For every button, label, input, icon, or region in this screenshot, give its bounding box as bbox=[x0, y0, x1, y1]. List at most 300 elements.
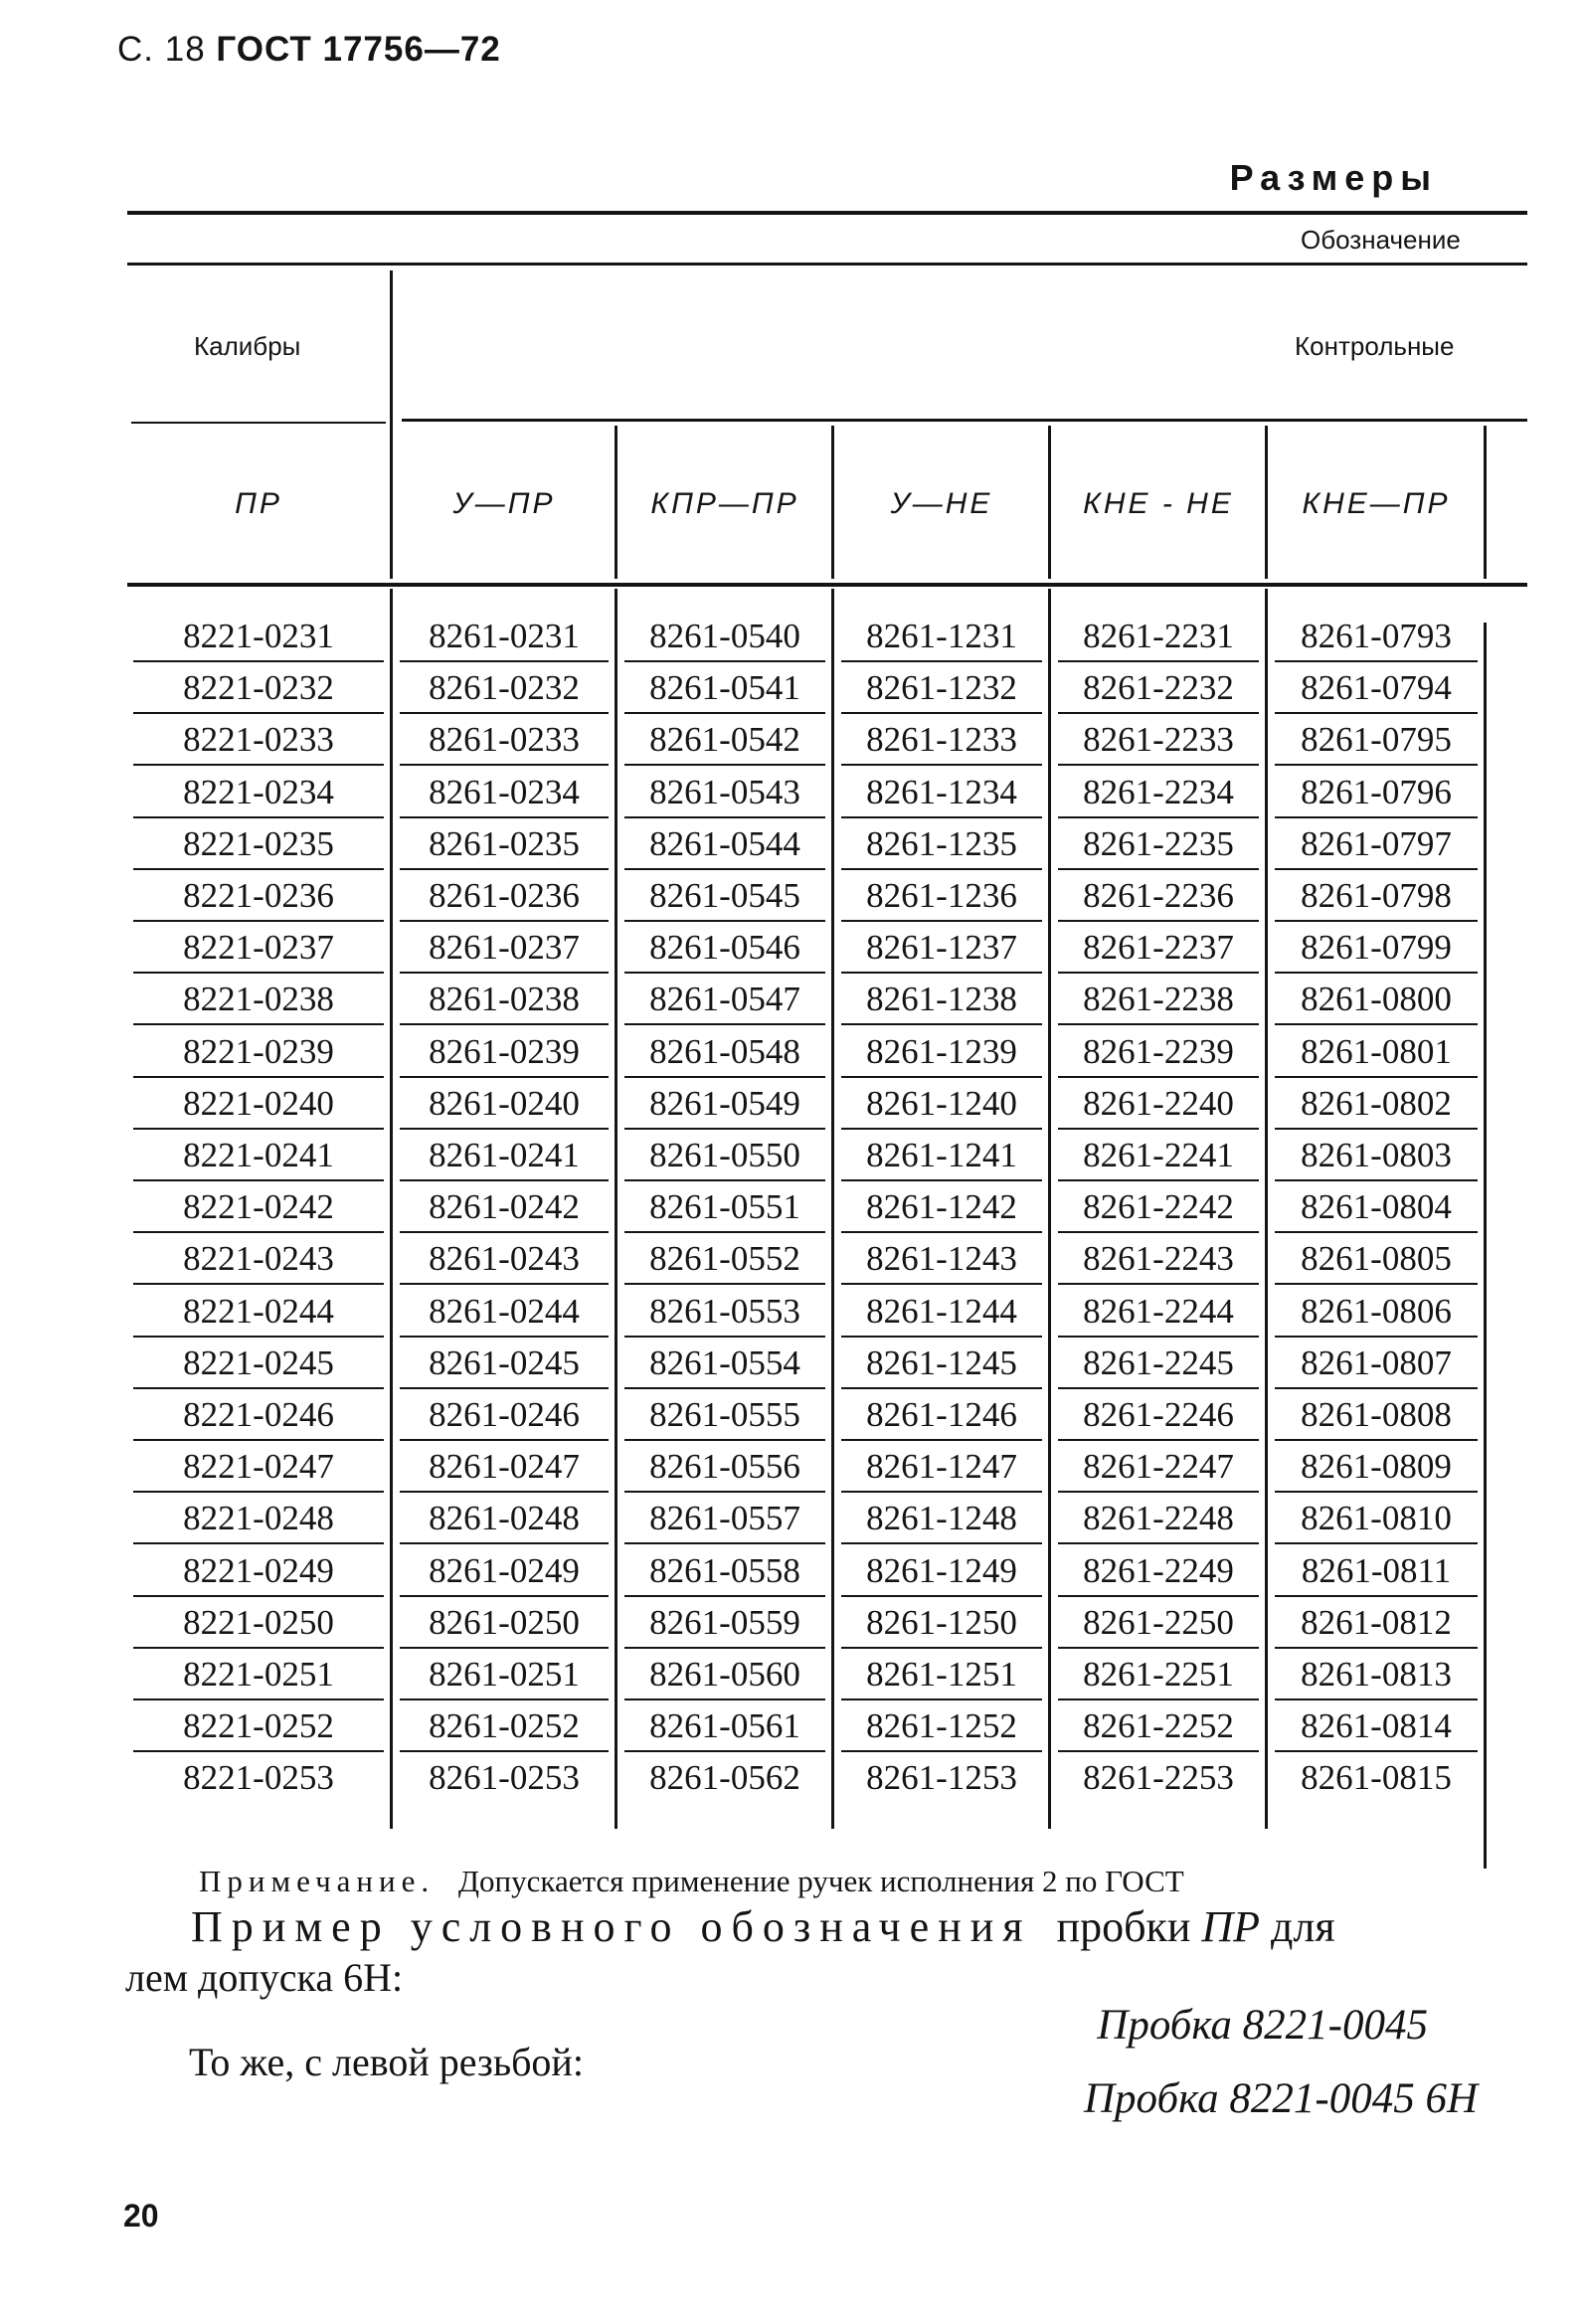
table-cell: 8221-0246 bbox=[183, 1395, 334, 1434]
table-cell: 8261-1242 bbox=[866, 1187, 1017, 1227]
table-cell: 8261-1240 bbox=[866, 1083, 1017, 1123]
table-cell: 8261-2241 bbox=[1083, 1136, 1234, 1174]
header-bottom-rule bbox=[127, 583, 1527, 587]
table-cell: 8261-1245 bbox=[866, 1342, 1017, 1382]
row-rule bbox=[624, 660, 825, 662]
row-rule bbox=[133, 1439, 384, 1441]
table-cell: 8261-0552 bbox=[649, 1239, 800, 1279]
row-rule bbox=[624, 764, 825, 766]
row-rule bbox=[400, 764, 609, 766]
row-rule bbox=[841, 972, 1042, 974]
table-cell: 8261-2231 bbox=[1083, 617, 1234, 655]
row-rule bbox=[1058, 712, 1259, 714]
control-group-rule bbox=[402, 419, 1527, 422]
table-cell: 8261-0238 bbox=[429, 980, 580, 1019]
row-rule bbox=[624, 868, 825, 870]
group-gauges-label: Калибры bbox=[194, 331, 301, 361]
standard-label: ГОСТ 17756—72 bbox=[216, 30, 501, 69]
table-cell: 8261-2233 bbox=[1083, 720, 1234, 760]
table-cell: 8261-0248 bbox=[429, 1499, 580, 1538]
table-cell: 8221-0252 bbox=[183, 1706, 334, 1746]
table-cell: 8261-0246 bbox=[429, 1395, 580, 1434]
table-cell: 8261-0545 bbox=[649, 876, 800, 915]
table-cell: 8261-0799 bbox=[1301, 928, 1452, 968]
table-cell: 8221-0245 bbox=[183, 1342, 334, 1382]
row-rule bbox=[624, 1283, 825, 1285]
row-rule bbox=[624, 1231, 825, 1233]
table-cell: 8261-2238 bbox=[1083, 980, 1234, 1019]
table-cell: 8261-0801 bbox=[1301, 1031, 1452, 1071]
row-rule bbox=[1058, 1647, 1259, 1649]
column-header: КНЕ—ПР bbox=[1302, 487, 1451, 520]
table-cell: 8261-1238 bbox=[866, 980, 1017, 1019]
sizes-title: Размеры bbox=[1229, 157, 1438, 198]
table-cell: 8261-1253 bbox=[866, 1758, 1017, 1798]
table-cell: 8261-1247 bbox=[866, 1447, 1017, 1487]
table-cell: 8261-0560 bbox=[649, 1655, 800, 1694]
table-cell: 8221-0248 bbox=[183, 1499, 334, 1538]
table-cell: 8221-0253 bbox=[183, 1758, 334, 1798]
row-rule bbox=[133, 1387, 384, 1389]
row-rule bbox=[1058, 1336, 1259, 1338]
table-cell: 8221-0235 bbox=[183, 823, 334, 863]
example-gauge: ПР bbox=[1201, 1902, 1261, 1951]
row-rule bbox=[400, 1647, 609, 1649]
row-rule bbox=[133, 1647, 384, 1649]
row-rule bbox=[1275, 816, 1478, 818]
row-rule bbox=[841, 1595, 1042, 1597]
table-cell: 8261-0800 bbox=[1301, 980, 1452, 1019]
table-cell: 8261-0237 bbox=[429, 928, 580, 968]
table-cell: 8221-0249 bbox=[183, 1550, 334, 1590]
table-cell: 8261-0550 bbox=[649, 1136, 800, 1174]
table-cell: 8261-0546 bbox=[649, 928, 800, 968]
table-cell: 8261-0811 bbox=[1301, 1550, 1452, 1590]
table-cell: 8261-1234 bbox=[866, 772, 1017, 811]
row-rule bbox=[1275, 1231, 1478, 1233]
table-cell: 8261-0542 bbox=[649, 720, 800, 760]
table-cell: 8261-0809 bbox=[1301, 1447, 1452, 1487]
table-cell: 8261-0540 bbox=[649, 617, 800, 655]
table-cell: 8261-2242 bbox=[1083, 1187, 1234, 1227]
row-rule bbox=[400, 1023, 609, 1025]
table-cell: 8261-0807 bbox=[1301, 1342, 1452, 1382]
table-cell: 8261-0249 bbox=[429, 1550, 580, 1590]
table-cell: 8261-2247 bbox=[1083, 1447, 1234, 1487]
table-cell: 8261-0814 bbox=[1301, 1706, 1452, 1746]
row-rule bbox=[624, 1076, 825, 1078]
table-cell: 8261-2237 bbox=[1083, 928, 1234, 968]
row-rule bbox=[1275, 1283, 1478, 1285]
row-rule bbox=[1275, 972, 1478, 974]
row-rule bbox=[841, 764, 1042, 766]
table-cell: 8221-0232 bbox=[183, 668, 334, 708]
example-heading: Пример условного обозначения bbox=[191, 1902, 1032, 1951]
table-cell: 8261-0247 bbox=[429, 1447, 580, 1487]
table-cell: 8261-0804 bbox=[1301, 1187, 1452, 1227]
row-rule bbox=[400, 1076, 609, 1078]
row-rule bbox=[841, 1076, 1042, 1078]
table-cell: 8261-2252 bbox=[1083, 1706, 1234, 1746]
table-cell: 8261-1243 bbox=[866, 1239, 1017, 1279]
designation-rule bbox=[127, 263, 1527, 266]
table-cell: 8261-0812 bbox=[1301, 1602, 1452, 1642]
note-label: Примечание. bbox=[199, 1864, 436, 1898]
row-rule bbox=[841, 1179, 1042, 1181]
header-column-divider bbox=[1484, 426, 1487, 579]
table-cell: 8261-1252 bbox=[866, 1706, 1017, 1746]
row-rule bbox=[841, 1387, 1042, 1389]
table-cell: 8261-0544 bbox=[649, 823, 800, 863]
table-cell: 8261-0805 bbox=[1301, 1239, 1452, 1279]
table-cell: 8261-1235 bbox=[866, 823, 1017, 863]
table-cell: 8261-0556 bbox=[649, 1447, 800, 1487]
row-rule bbox=[133, 1283, 384, 1285]
table-cell: 8261-2232 bbox=[1083, 668, 1234, 708]
table-cell: 8221-0240 bbox=[183, 1083, 334, 1123]
row-rule bbox=[133, 1750, 384, 1752]
table-cell: 8261-0802 bbox=[1301, 1083, 1452, 1123]
row-rule bbox=[400, 1542, 609, 1544]
row-rule bbox=[841, 1750, 1042, 1752]
table-cell: 8261-0803 bbox=[1301, 1136, 1452, 1174]
table-cell: 8221-0238 bbox=[183, 980, 334, 1019]
table-cell: 8261-0242 bbox=[429, 1187, 580, 1227]
row-rule bbox=[1058, 1231, 1259, 1233]
row-rule bbox=[1058, 1439, 1259, 1441]
table-cell: 8261-0561 bbox=[649, 1706, 800, 1746]
column-divider bbox=[390, 589, 393, 1829]
row-rule bbox=[841, 868, 1042, 870]
table-cell: 8261-0793 bbox=[1301, 617, 1452, 655]
header-column-divider bbox=[1265, 426, 1268, 579]
table-cell: 8261-0241 bbox=[429, 1136, 580, 1174]
row-rule bbox=[1275, 1179, 1478, 1181]
header-column-divider bbox=[1048, 426, 1051, 579]
table-cell: 8261-1250 bbox=[866, 1602, 1017, 1642]
row-rule bbox=[1275, 1698, 1478, 1700]
row-rule bbox=[624, 1387, 825, 1389]
table-cell: 8261-0797 bbox=[1301, 823, 1452, 863]
table-cell: 8221-0247 bbox=[183, 1447, 334, 1487]
column-divider bbox=[831, 589, 834, 1829]
table-cell: 8261-0549 bbox=[649, 1083, 800, 1123]
table-cell: 8261-0231 bbox=[429, 617, 580, 655]
table-cell: 8261-0236 bbox=[429, 876, 580, 915]
left-thread-label: То же, с левой резьбой: bbox=[189, 2040, 584, 2084]
row-rule bbox=[400, 1750, 609, 1752]
table-cell: 8261-2253 bbox=[1083, 1758, 1234, 1798]
row-rule bbox=[400, 868, 609, 870]
table-cell: 8261-0240 bbox=[429, 1083, 580, 1123]
row-rule bbox=[133, 1179, 384, 1181]
row-rule bbox=[400, 1595, 609, 1597]
table-cell: 8261-1248 bbox=[866, 1499, 1017, 1538]
row-rule bbox=[400, 1231, 609, 1233]
table-cell: 8261-0551 bbox=[649, 1187, 800, 1227]
row-rule bbox=[1275, 1542, 1478, 1544]
column-divider bbox=[1048, 589, 1051, 1829]
row-rule bbox=[133, 972, 384, 974]
row-rule bbox=[1058, 1283, 1259, 1285]
row-rule bbox=[133, 1542, 384, 1544]
table-cell: 8261-0806 bbox=[1301, 1291, 1452, 1331]
table-cell: 8261-1251 bbox=[866, 1655, 1017, 1694]
table-cell: 8221-0241 bbox=[183, 1136, 334, 1174]
row-rule bbox=[1275, 764, 1478, 766]
row-rule bbox=[400, 972, 609, 974]
table-cell: 8261-2249 bbox=[1083, 1550, 1234, 1590]
row-rule bbox=[1058, 1179, 1259, 1181]
table-cell: 8261-2240 bbox=[1083, 1083, 1234, 1123]
row-rule bbox=[624, 972, 825, 974]
row-rule bbox=[400, 1698, 609, 1700]
row-rule bbox=[133, 1491, 384, 1493]
table-cell: 8261-2246 bbox=[1083, 1395, 1234, 1434]
table-cell: 8261-0235 bbox=[429, 823, 580, 863]
page-number: 20 bbox=[123, 2198, 159, 2234]
row-rule bbox=[624, 1128, 825, 1130]
table-cell: 8261-0251 bbox=[429, 1655, 580, 1694]
row-rule bbox=[841, 1283, 1042, 1285]
row-rule bbox=[133, 1698, 384, 1700]
row-rule bbox=[1058, 1076, 1259, 1078]
table-cell: 8261-1233 bbox=[866, 720, 1017, 760]
table-cell: 8221-0243 bbox=[183, 1239, 334, 1279]
row-rule bbox=[133, 712, 384, 714]
row-rule bbox=[1275, 1750, 1478, 1752]
table-cell: 8261-0232 bbox=[429, 668, 580, 708]
table-cell: 8261-2236 bbox=[1083, 876, 1234, 915]
header-column-divider bbox=[831, 426, 834, 579]
row-rule bbox=[624, 1698, 825, 1700]
row-rule bbox=[1275, 1439, 1478, 1441]
designation-1: Пробка 8221-0045 bbox=[1097, 2002, 1428, 2049]
table-cell: 8261-1232 bbox=[866, 668, 1017, 708]
row-rule bbox=[1058, 1491, 1259, 1493]
column-header: У—НЕ bbox=[890, 487, 993, 520]
table-cell: 8261-0245 bbox=[429, 1342, 580, 1382]
row-rule bbox=[1058, 764, 1259, 766]
row-rule bbox=[1275, 1387, 1478, 1389]
row-rule bbox=[624, 1542, 825, 1544]
table-cell: 8261-0808 bbox=[1301, 1395, 1452, 1434]
row-rule bbox=[624, 920, 825, 922]
row-rule bbox=[133, 1076, 384, 1078]
column-header: ПР bbox=[235, 487, 282, 520]
row-rule bbox=[1058, 920, 1259, 922]
row-rule bbox=[624, 712, 825, 714]
table-cell: 8221-0237 bbox=[183, 928, 334, 968]
row-rule bbox=[133, 1595, 384, 1597]
row-rule bbox=[133, 1336, 384, 1338]
table-cell: 8261-0253 bbox=[429, 1758, 580, 1798]
row-rule bbox=[400, 1283, 609, 1285]
row-rule bbox=[1275, 1647, 1478, 1649]
row-rule bbox=[1275, 1336, 1478, 1338]
row-rule bbox=[1058, 972, 1259, 974]
row-rule bbox=[400, 1179, 609, 1181]
table-cell: 8261-0547 bbox=[649, 980, 800, 1019]
table-right-edge bbox=[1484, 623, 1487, 1869]
table-cell: 8261-0794 bbox=[1301, 668, 1452, 708]
table-cell: 8261-0244 bbox=[429, 1291, 580, 1331]
row-rule bbox=[1058, 1750, 1259, 1752]
row-rule bbox=[1275, 1076, 1478, 1078]
table-cell: 8221-0250 bbox=[183, 1602, 334, 1642]
table-cell: 8261-2235 bbox=[1083, 823, 1234, 863]
column-header: КНЕ - НЕ bbox=[1083, 487, 1234, 520]
table-cell: 8261-0813 bbox=[1301, 1655, 1452, 1694]
row-rule bbox=[1058, 1387, 1259, 1389]
row-rule bbox=[133, 660, 384, 662]
table-cell: 8261-0548 bbox=[649, 1031, 800, 1071]
table-cell: 8261-1246 bbox=[866, 1395, 1017, 1434]
table-cell: 8261-0243 bbox=[429, 1239, 580, 1279]
column-divider bbox=[615, 589, 617, 1829]
row-rule bbox=[1058, 1023, 1259, 1025]
column-header: У—ПР bbox=[452, 487, 556, 520]
column-header: КПР—ПР bbox=[650, 487, 799, 520]
table-cell: 8261-0239 bbox=[429, 1031, 580, 1071]
row-rule bbox=[624, 1647, 825, 1649]
example-text-after: для bbox=[1271, 1902, 1335, 1951]
row-rule bbox=[133, 1231, 384, 1233]
table-cell: 8261-2234 bbox=[1083, 772, 1234, 811]
table-cell: 8261-0795 bbox=[1301, 720, 1452, 760]
table-top-rule bbox=[127, 211, 1527, 215]
row-rule bbox=[624, 1179, 825, 1181]
row-rule bbox=[624, 1439, 825, 1441]
table-cell: 8261-0553 bbox=[649, 1291, 800, 1331]
column-divider bbox=[1265, 589, 1268, 1829]
row-rule bbox=[841, 1128, 1042, 1130]
row-rule bbox=[841, 816, 1042, 818]
table-cell: 8221-0233 bbox=[183, 720, 334, 760]
row-rule bbox=[841, 712, 1042, 714]
table-cell: 8221-0239 bbox=[183, 1031, 334, 1071]
table-cell: 8261-0543 bbox=[649, 772, 800, 811]
row-rule bbox=[1058, 660, 1259, 662]
row-rule bbox=[400, 1128, 609, 1130]
row-rule bbox=[841, 1491, 1042, 1493]
table-cell: 8261-1237 bbox=[866, 928, 1017, 968]
table-cell: 8261-0815 bbox=[1301, 1758, 1452, 1798]
row-rule bbox=[400, 712, 609, 714]
row-rule bbox=[624, 1491, 825, 1493]
group-divider bbox=[390, 270, 393, 579]
table-cell: 8261-0559 bbox=[649, 1602, 800, 1642]
note-text: Допускается применение ручек исполнения 2 по ГОСТ bbox=[457, 1864, 1184, 1898]
designation-2: Пробка 8221-0045 6Н bbox=[1083, 2075, 1478, 2122]
table-cell: 8261-0798 bbox=[1301, 876, 1452, 915]
row-rule bbox=[400, 1439, 609, 1441]
row-rule bbox=[1058, 816, 1259, 818]
table-cell: 8261-0558 bbox=[649, 1550, 800, 1590]
table-cell: 8261-2243 bbox=[1083, 1239, 1234, 1279]
example-line-2: лем допуска 6Н: bbox=[125, 1955, 404, 2000]
row-rule bbox=[133, 868, 384, 870]
table-cell: 8221-0244 bbox=[183, 1291, 334, 1331]
row-rule bbox=[1058, 1128, 1259, 1130]
row-rule bbox=[1058, 1542, 1259, 1544]
table-cell: 8261-2244 bbox=[1083, 1291, 1234, 1331]
group-control-label: Контрольные bbox=[1295, 331, 1455, 361]
row-rule bbox=[624, 1750, 825, 1752]
row-rule bbox=[841, 920, 1042, 922]
row-rule bbox=[1275, 1595, 1478, 1597]
row-rule bbox=[1275, 660, 1478, 662]
row-rule bbox=[1275, 1128, 1478, 1130]
row-rule bbox=[400, 1387, 609, 1389]
row-rule bbox=[841, 1698, 1042, 1700]
table-cell: 8261-0541 bbox=[649, 668, 800, 708]
table-cell: 8221-0242 bbox=[183, 1187, 334, 1227]
table-cell: 8261-1239 bbox=[866, 1031, 1017, 1071]
table-cell: 8221-0234 bbox=[183, 772, 334, 811]
table-cell: 8261-1241 bbox=[866, 1136, 1017, 1174]
note bbox=[199, 1864, 1184, 1899]
table-cell: 8221-0251 bbox=[183, 1655, 334, 1694]
row-rule bbox=[841, 1336, 1042, 1338]
row-rule bbox=[624, 816, 825, 818]
table-cell: 8261-2248 bbox=[1083, 1499, 1234, 1538]
row-rule bbox=[133, 816, 384, 818]
row-rule bbox=[1275, 1491, 1478, 1493]
row-rule bbox=[624, 1023, 825, 1025]
row-rule bbox=[624, 1595, 825, 1597]
table-cell: 8261-0234 bbox=[429, 772, 580, 811]
header-column-divider bbox=[615, 426, 617, 579]
table-cell: 8221-0236 bbox=[183, 876, 334, 915]
table-cell: 8261-2239 bbox=[1083, 1031, 1234, 1071]
row-rule bbox=[841, 1542, 1042, 1544]
row-rule bbox=[841, 1647, 1042, 1649]
row-rule bbox=[841, 1023, 1042, 1025]
row-rule bbox=[133, 920, 384, 922]
gauges-group-rule bbox=[131, 422, 386, 424]
row-rule bbox=[1275, 920, 1478, 922]
table-cell: 8261-0562 bbox=[649, 1758, 800, 1798]
row-rule bbox=[1275, 1023, 1478, 1025]
designation-label: Обозначение bbox=[1301, 225, 1461, 255]
table-cell: 8261-2245 bbox=[1083, 1342, 1234, 1382]
table-cell: 8261-0554 bbox=[649, 1342, 800, 1382]
table-cell: 8261-0250 bbox=[429, 1602, 580, 1642]
table-cell: 8221-0231 bbox=[183, 617, 334, 655]
row-rule bbox=[1058, 1698, 1259, 1700]
row-rule bbox=[400, 1336, 609, 1338]
row-rule bbox=[841, 1231, 1042, 1233]
row-rule bbox=[133, 1128, 384, 1130]
page-label: С. 18 bbox=[117, 30, 206, 69]
table-cell: 8261-0555 bbox=[649, 1395, 800, 1434]
row-rule bbox=[1058, 868, 1259, 870]
table-cell: 8261-2251 bbox=[1083, 1655, 1234, 1694]
table-cell: 8261-0796 bbox=[1301, 772, 1452, 811]
row-rule bbox=[841, 1439, 1042, 1441]
table-cell: 8261-0252 bbox=[429, 1706, 580, 1746]
table-cell: 8261-0810 bbox=[1301, 1499, 1452, 1538]
row-rule bbox=[1275, 868, 1478, 870]
table-cell: 8261-1244 bbox=[866, 1291, 1017, 1331]
row-rule bbox=[400, 920, 609, 922]
table-cell: 8261-1231 bbox=[866, 617, 1017, 655]
example-text-before: пробки bbox=[1056, 1902, 1191, 1951]
row-rule bbox=[1275, 712, 1478, 714]
row-rule bbox=[400, 660, 609, 662]
row-rule bbox=[400, 816, 609, 818]
